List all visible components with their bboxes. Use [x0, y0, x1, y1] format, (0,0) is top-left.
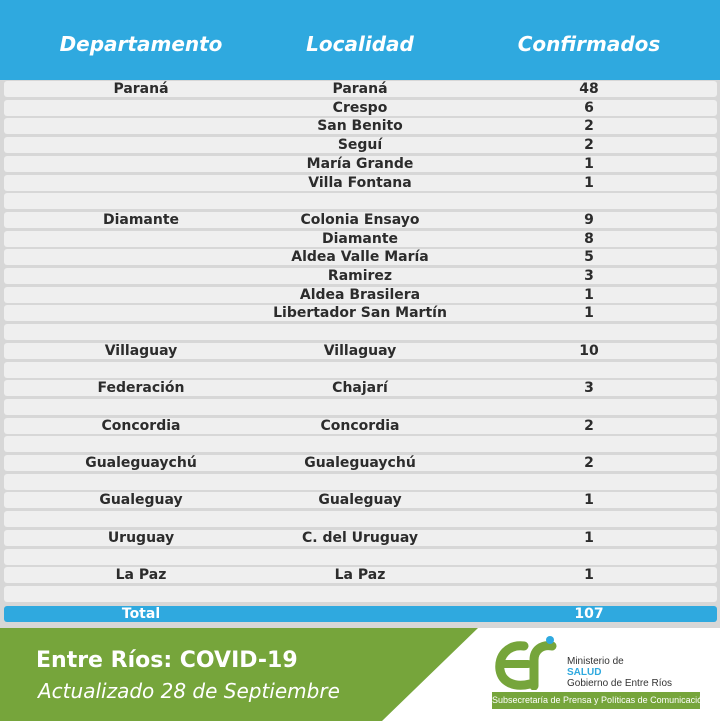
table-row: [4, 268, 717, 284]
table-row: [4, 586, 717, 602]
cell-departamento: Concordia: [101, 417, 181, 434]
er-logo-icon: [494, 634, 560, 690]
cell-confirmados: 2: [584, 137, 594, 154]
ministry-name: [567, 656, 672, 689]
cell-localidad: Ramirez: [327, 268, 393, 284]
cell-departamento: Villaguay: [104, 342, 178, 359]
cell-confirmados: 2: [584, 417, 594, 434]
cell-confirmados: 1: [584, 155, 594, 172]
table-row: [4, 418, 717, 434]
cell-localidad: Chajarí: [332, 380, 388, 397]
cell-localidad: Gualeguay: [318, 492, 402, 509]
cell-localidad: Colonia Ensayo: [300, 211, 420, 228]
table-row: [4, 492, 717, 508]
table-header: [0, 0, 720, 80]
cell-localidad: C. del Uruguay: [301, 529, 419, 546]
cell-localidad: Aldea Valle María: [291, 249, 429, 266]
cell-departamento: Gualeguay: [99, 492, 183, 509]
table-row: [4, 567, 717, 583]
table-row: [4, 118, 717, 134]
cell-confirmados: 8: [584, 230, 594, 247]
cell-localidad: Crespo: [332, 99, 388, 116]
table-row: [4, 436, 717, 452]
footer-title: Entre Ríos: COVID-19: [36, 648, 298, 673]
cell-departamento: Gualeguaychú: [85, 455, 197, 471]
header-localidad: Localidad: [306, 32, 414, 56]
footer-banner: [0, 628, 720, 721]
table-row: [4, 343, 717, 359]
footer-green-panel: [0, 628, 540, 721]
ministry-line-2: SALUD: [567, 667, 602, 678]
cell-localidad: La Paz: [334, 567, 386, 584]
table-row: [4, 81, 717, 97]
cell-localidad: Villa Fontana: [308, 174, 412, 191]
table-row: [4, 175, 717, 191]
cell-localidad: Libertador San Martín: [273, 305, 447, 322]
cell-localidad: Villaguay: [323, 342, 397, 359]
table-row: [4, 324, 717, 340]
table-row: [4, 362, 717, 378]
cell-localidad: San Benito: [317, 118, 403, 135]
cell-localidad: Diamante: [321, 230, 399, 247]
total-value: 107: [574, 606, 604, 622]
cell-departamento: Federación: [97, 380, 185, 397]
cell-localidad: Concordia: [320, 417, 400, 434]
table-row: [4, 287, 717, 303]
cell-confirmados: 2: [584, 455, 594, 471]
cell-localidad: Aldea Brasilera: [299, 286, 421, 303]
cell-departamento: Diamante: [102, 211, 180, 228]
table-row: [4, 231, 717, 247]
cell-confirmados: 3: [584, 380, 594, 397]
cell-confirmados: 1: [584, 567, 594, 584]
cell-confirmados: 1: [584, 492, 594, 509]
cell-departamento: Uruguay: [107, 529, 175, 546]
cell-localidad: Gualeguaychú: [304, 455, 416, 471]
total-row: [4, 606, 717, 622]
subsecretaria-bar: Subsecretaría de Prensa y Políticas de Comunicación: [492, 692, 700, 709]
table-row: [4, 137, 717, 153]
cell-confirmados: 1: [584, 529, 594, 546]
header-departamento: Departamento: [59, 32, 223, 56]
cell-confirmados: 1: [584, 305, 594, 322]
cell-confirmados: 5: [584, 249, 594, 266]
table-row: [4, 212, 717, 228]
ministry-line-1: Ministerio de: [567, 656, 624, 667]
table-row: [4, 193, 717, 209]
table-row: [4, 249, 717, 265]
table-row: [4, 530, 717, 546]
total-label: Total: [121, 606, 161, 622]
cell-departamento: Paraná: [113, 81, 169, 97]
cell-confirmados: 48: [579, 81, 599, 97]
cell-confirmados: 1: [584, 174, 594, 191]
header-confirmados: Confirmados: [517, 32, 661, 56]
table-row: [4, 156, 717, 172]
cell-confirmados: 10: [579, 342, 599, 359]
cell-confirmados: 6: [584, 99, 594, 116]
footer-subtitle: Actualizado 28 de Septiembre: [38, 679, 340, 703]
table-row: [4, 511, 717, 527]
cell-confirmados: 1: [584, 286, 594, 303]
ministry-line-3: Gobierno de Entre Ríos: [567, 678, 673, 689]
cell-localidad: Seguí: [337, 137, 383, 154]
table-row: [4, 455, 717, 471]
table-row: [4, 549, 717, 565]
cell-confirmados: 2: [584, 118, 594, 135]
table-row: [4, 399, 717, 415]
cell-departamento: La Paz: [115, 567, 167, 584]
table-row: [4, 100, 717, 116]
cell-localidad: Paraná: [332, 81, 388, 97]
table-row: [4, 380, 717, 396]
cell-confirmados: 9: [584, 211, 594, 228]
cell-localidad: María Grande: [306, 155, 414, 172]
table-row: [4, 305, 717, 321]
cell-confirmados: 3: [584, 268, 594, 284]
table-row: [4, 474, 717, 490]
